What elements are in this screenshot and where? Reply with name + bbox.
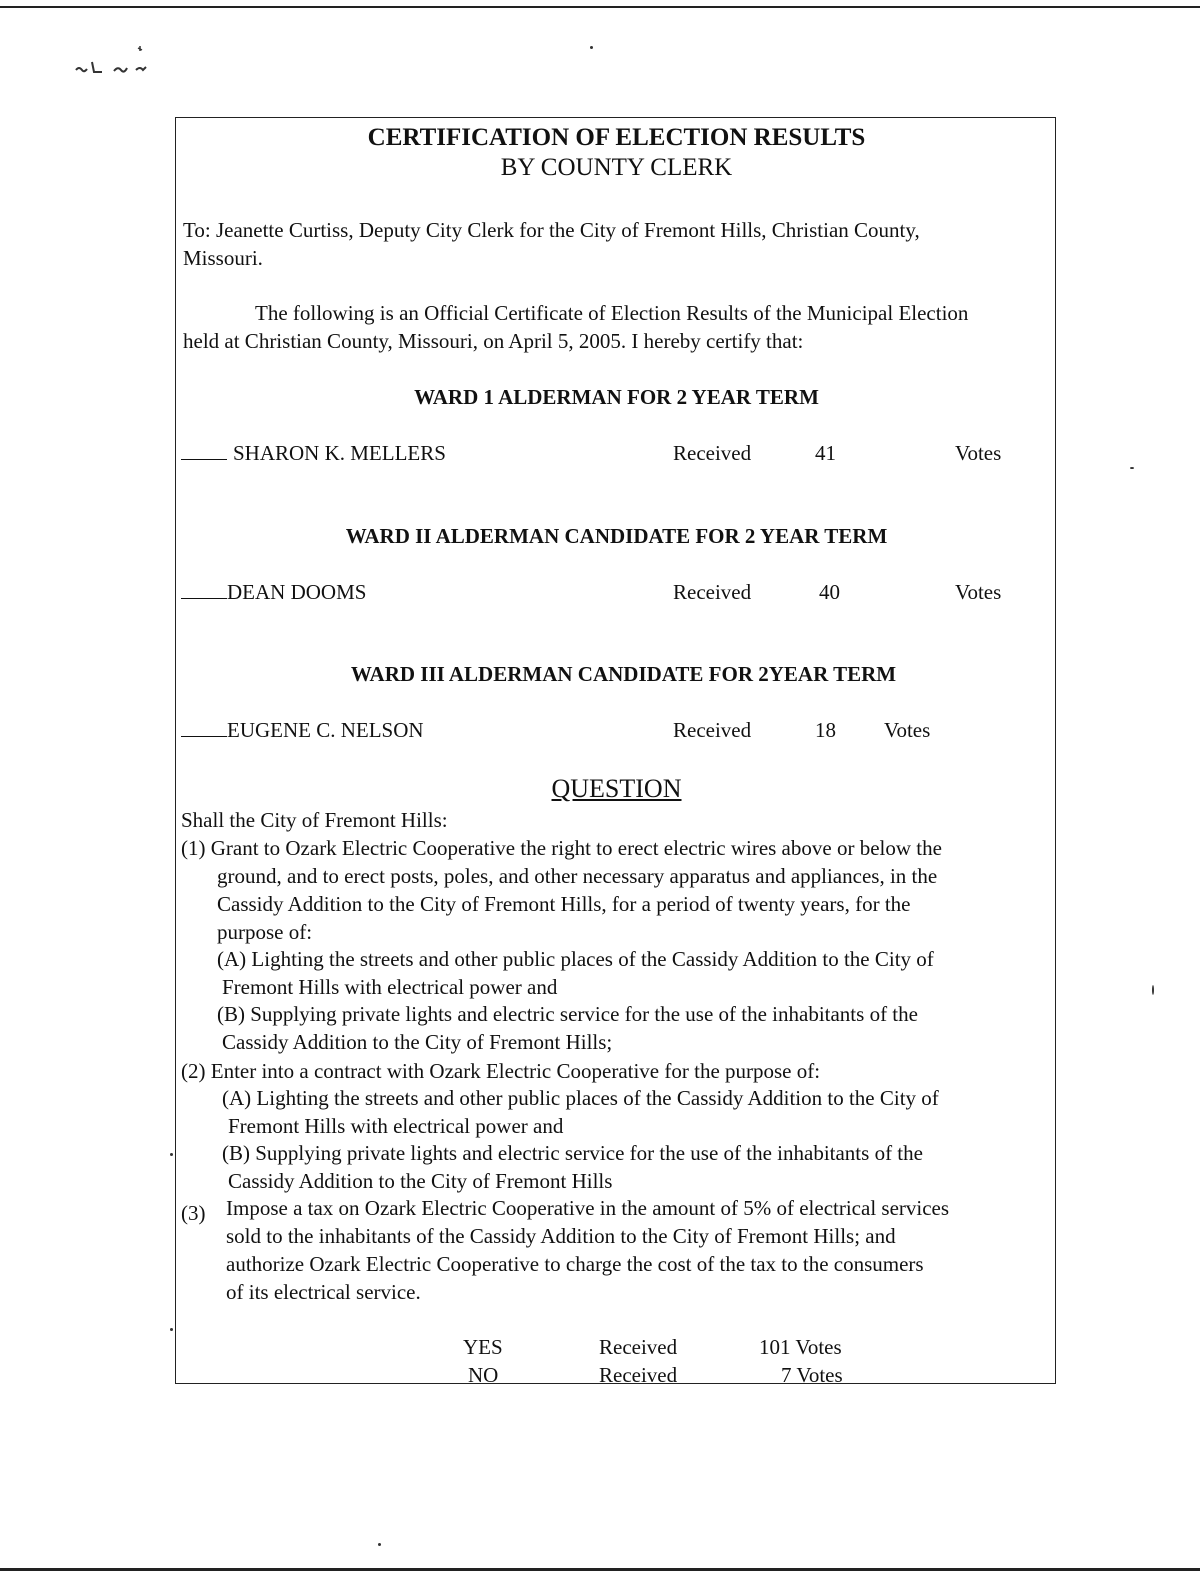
question-line: Cassidy Addition to the City of Fremont Hills; bbox=[222, 1030, 613, 1054]
scan-speck bbox=[170, 1328, 173, 1331]
certificate-box bbox=[175, 117, 1056, 1387]
race-office: WARD II ALDERMAN CANDIDATE FOR 2 YEAR TERM bbox=[345, 524, 888, 548]
document-title: CERTIFICATION OF ELECTION RESULTS bbox=[367, 124, 866, 151]
question-line: Shall the City of Fremont Hills: bbox=[181, 808, 448, 832]
received-label: Received bbox=[599, 1335, 678, 1359]
received-label: Received bbox=[673, 718, 752, 742]
question-line: (A) Lighting the streets and other public places of the Cassidy Addition to the City of bbox=[217, 947, 934, 971]
candidate-row bbox=[181, 718, 424, 743]
scan-speck bbox=[1130, 467, 1134, 469]
addressee-line-cont: Missouri. bbox=[183, 246, 263, 270]
votes-label: Votes bbox=[955, 580, 1002, 604]
vote-count: 18 bbox=[815, 718, 836, 742]
question-line: Impose a tax on Ozark Electric Cooperative in the amount of 5% of electrical services bbox=[226, 1196, 950, 1220]
question-line: Fremont Hills with electrical power and bbox=[228, 1114, 564, 1138]
question-item-number: (3) bbox=[181, 1201, 206, 1225]
vote-count: 41 bbox=[815, 441, 836, 465]
intro-line: held at Christian County, Missouri, on April 5, 2005. I hereby certify that: bbox=[183, 329, 804, 353]
candidate-row bbox=[181, 441, 446, 466]
result-votes: 7 Votes bbox=[781, 1363, 843, 1387]
checkbox-blank bbox=[181, 718, 227, 737]
race-office: WARD 1 ALDERMAN FOR 2 YEAR TERM bbox=[414, 385, 819, 409]
received-label: Received bbox=[599, 1363, 678, 1387]
question-line: Cassidy Addition to the City of Fremont Hills, for a period of twenty years, for the bbox=[217, 892, 911, 916]
question-line: (2) Enter into a contract with Ozark Electric Cooperative for the purpose of: bbox=[181, 1059, 821, 1083]
question-line: (B) Supplying private lights and electric service for the use of the inhabitants of the bbox=[217, 1002, 918, 1026]
result-option: NO bbox=[468, 1363, 499, 1387]
question-line: authorize Ozark Electric Cooperative to charge the cost of the tax to the consumers bbox=[226, 1252, 924, 1276]
result-votes: 101 Votes bbox=[759, 1335, 842, 1359]
received-label: Received bbox=[673, 580, 752, 604]
race-office: WARD III ALDERMAN CANDIDATE FOR 2YEAR TERM bbox=[350, 662, 897, 686]
candidate-name: DEAN DOOMS bbox=[227, 580, 367, 604]
candidate-name: SHARON K. MELLERS bbox=[233, 441, 446, 465]
votes-label: Votes bbox=[955, 441, 1002, 465]
question-line: ground, and to erect posts, poles, and other necessary apparatus and appliances, in the bbox=[217, 864, 938, 888]
scan-speck bbox=[1152, 985, 1154, 995]
vote-count: 40 bbox=[819, 580, 840, 604]
question-line: purpose of: bbox=[217, 920, 313, 944]
question-heading: QUESTION bbox=[551, 774, 682, 803]
scan-speck bbox=[170, 1153, 173, 1156]
question-line: (B) Supplying private lights and electric service for the use of the inhabitants of the bbox=[222, 1141, 923, 1165]
result-option: YES bbox=[463, 1335, 503, 1359]
document-subtitle: BY COUNTY CLERK bbox=[500, 154, 733, 181]
question-line: of its electrical service. bbox=[226, 1280, 421, 1304]
scan-speck bbox=[590, 46, 593, 49]
checkbox-blank bbox=[181, 441, 227, 460]
question-line: sold to the inhabitants of the Cassidy Addition to the City of Fremont Hills; and bbox=[226, 1224, 896, 1248]
question-line: Cassidy Addition to the City of Fremont Hills bbox=[228, 1169, 613, 1193]
handwritten-mark bbox=[68, 40, 158, 82]
question-line: (A) Lighting the streets and other public places of the Cassidy Addition to the City of bbox=[222, 1086, 939, 1110]
scan-edge-top bbox=[0, 6, 1200, 8]
candidate-row bbox=[181, 580, 366, 605]
checkbox-blank bbox=[181, 580, 227, 599]
scan-speck bbox=[378, 1543, 381, 1546]
addressee-line: To: Jeanette Curtiss, Deputy City Clerk for the City of Fremont Hills, Christian County, bbox=[183, 218, 920, 242]
question-line: (1) Grant to Ozark Electric Cooperative the right to erect electric wires above or below the bbox=[181, 836, 942, 860]
intro-line: The following is an Official Certificate of Election Results of the Municipal Election bbox=[255, 301, 969, 325]
scan-edge-bottom bbox=[0, 1568, 1200, 1571]
votes-label: Votes bbox=[884, 718, 931, 742]
received-label: Received bbox=[673, 441, 752, 465]
question-line: Fremont Hills with electrical power and bbox=[222, 975, 558, 999]
candidate-name: EUGENE C. NELSON bbox=[227, 718, 424, 742]
